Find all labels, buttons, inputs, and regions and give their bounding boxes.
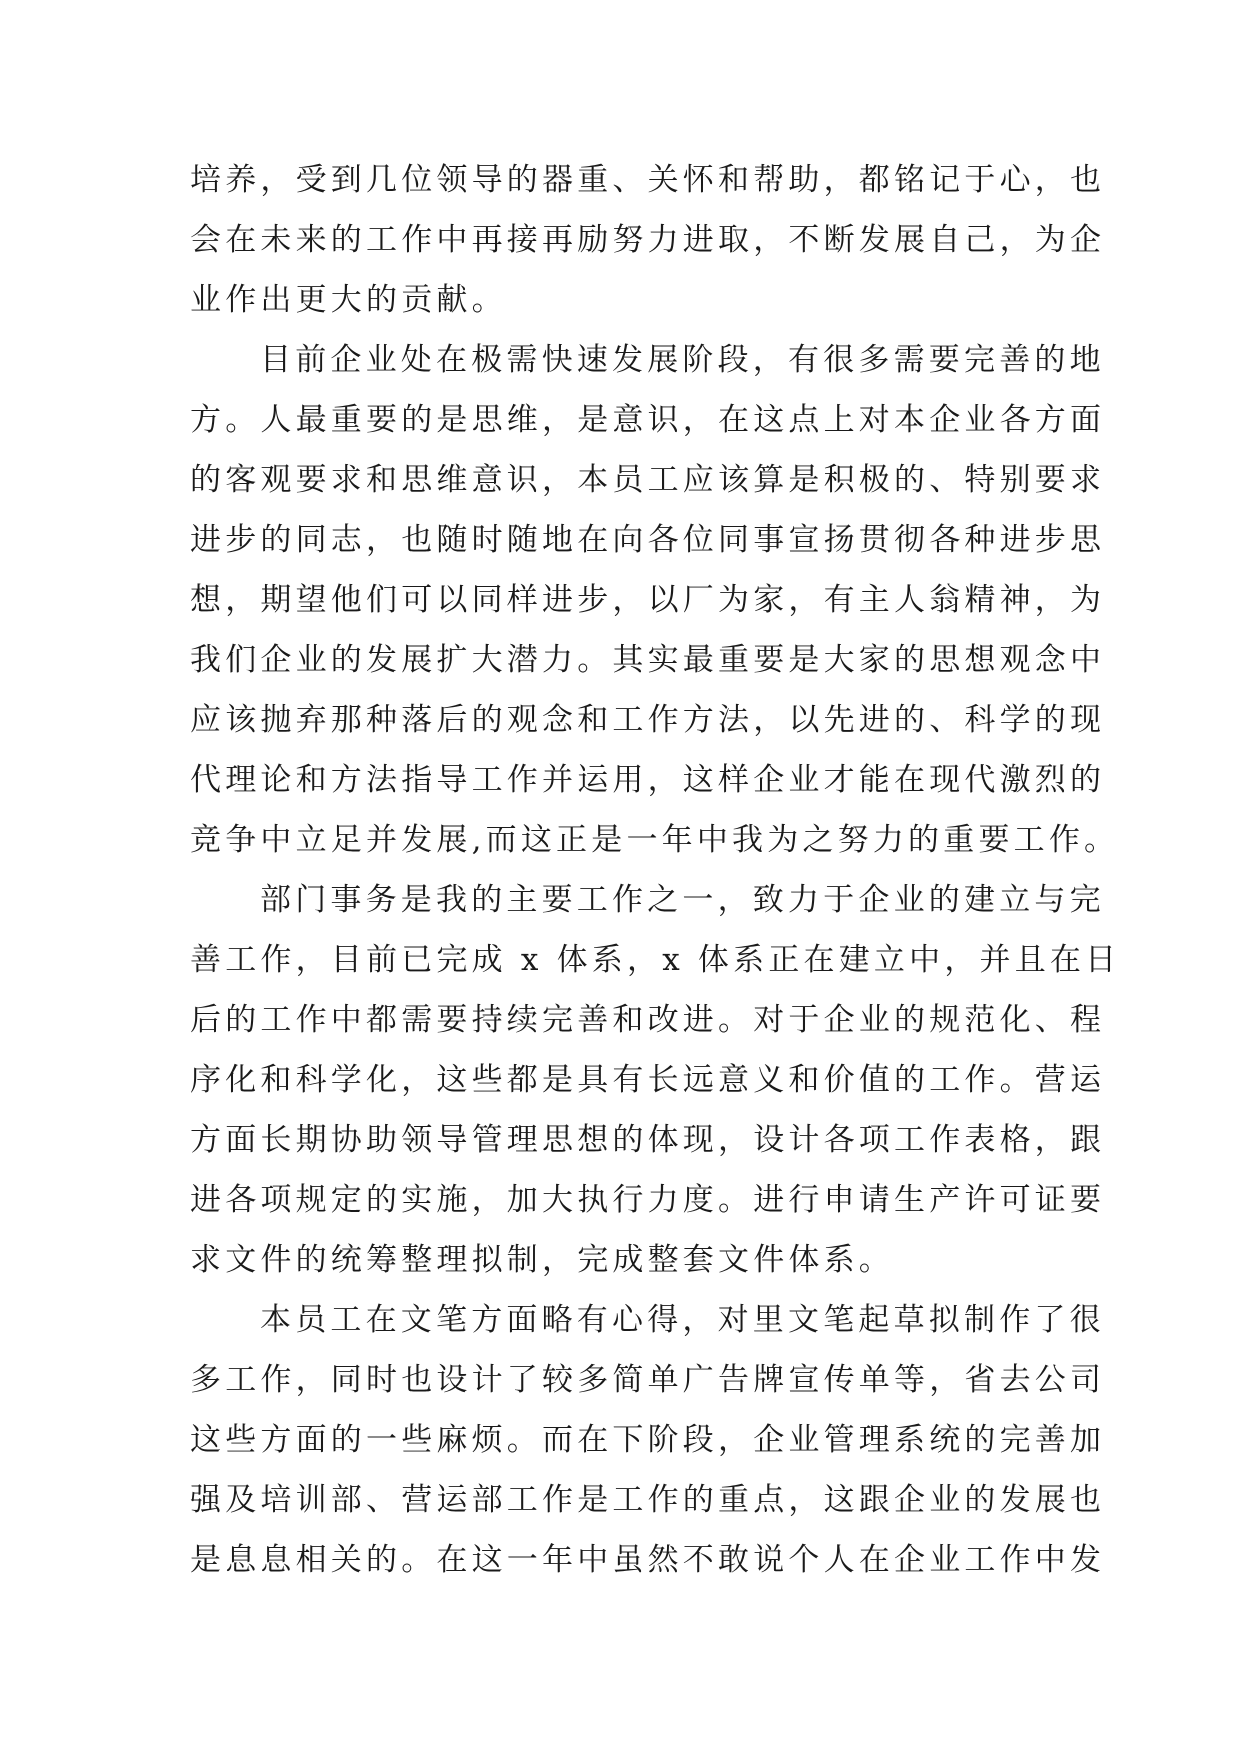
text-line: 求文件的统筹整理拟制，完成整套文件体系。 xyxy=(190,1242,894,1278)
text-line: 代理论和方法指导工作并运用，这样企业才能在现代激烈的 xyxy=(190,762,1106,798)
text-line: 的客观要求和思维意识，本员工应该算是积极的、特别要求 xyxy=(190,462,1106,498)
text-line: 业作出更大的贡献。 xyxy=(190,282,507,318)
text-line: 竞争中立足并发展,而这正是一年中我为之努力的重要工作。 xyxy=(190,822,1120,858)
text-line: 想，期望他们可以同样进步，以厂为家，有主人翁精神，为 xyxy=(190,582,1106,618)
text-line: 方。人最重要的是思维，是意识，在这点上对本企业各方面 xyxy=(190,402,1106,438)
text-line: 进各项规定的实施，加大执行力度。进行申请生产许可证要 xyxy=(190,1182,1106,1218)
text-line: 是息息相关的。在这一年中虽然不敢说个人在企业工作中发 xyxy=(190,1542,1106,1578)
text-line: 善工作，目前已完成 x 体系，x 体系正在建立中，并且在日 xyxy=(190,942,1121,978)
text-line: 这些方面的一些麻烦。而在下阶段，企业管理系统的完善加 xyxy=(190,1422,1106,1458)
text-line: 会在未来的工作中再接再励努力进取，不断发展自己，为企 xyxy=(190,222,1106,258)
paragraph-first-line: 本员工在文笔方面略有心得，对里文笔起草拟制作了很 xyxy=(260,1302,1105,1338)
body-text xyxy=(190,150,1121,1590)
text-line: 培养，受到几位领导的器重、关怀和帮助，都铭记于心，也 xyxy=(190,162,1106,198)
paragraph-first-line: 目前企业处在极需快速发展阶段，有很多需要完善的地 xyxy=(260,342,1105,378)
text-line: 应该抛弃那种落后的观念和工作方法，以先进的、科学的现 xyxy=(190,702,1106,738)
text-line: 强及培训部、营运部工作是工作的重点，这跟企业的发展也 xyxy=(190,1482,1106,1518)
text-line: 进步的同志，也随时随地在向各位同事宣扬贯彻各种进步思 xyxy=(190,522,1106,558)
paragraph-first-line: 部门事务是我的主要工作之一，致力于企业的建立与完 xyxy=(260,882,1105,918)
text-line: 方面长期协助领导管理思想的体现，设计各项工作表格，跟 xyxy=(190,1122,1106,1158)
text-line: 序化和科学化，这些都是具有长远意义和价值的工作。营运 xyxy=(190,1062,1106,1098)
text-line: 后的工作中都需要持续完善和改进。对于企业的规范化、程 xyxy=(190,1002,1106,1038)
text-line: 多工作，同时也设计了较多简单广告牌宣传单等，省去公司 xyxy=(190,1362,1106,1398)
text-line: 我们企业的发展扩大潜力。其实最重要是大家的思想观念中 xyxy=(190,642,1106,678)
